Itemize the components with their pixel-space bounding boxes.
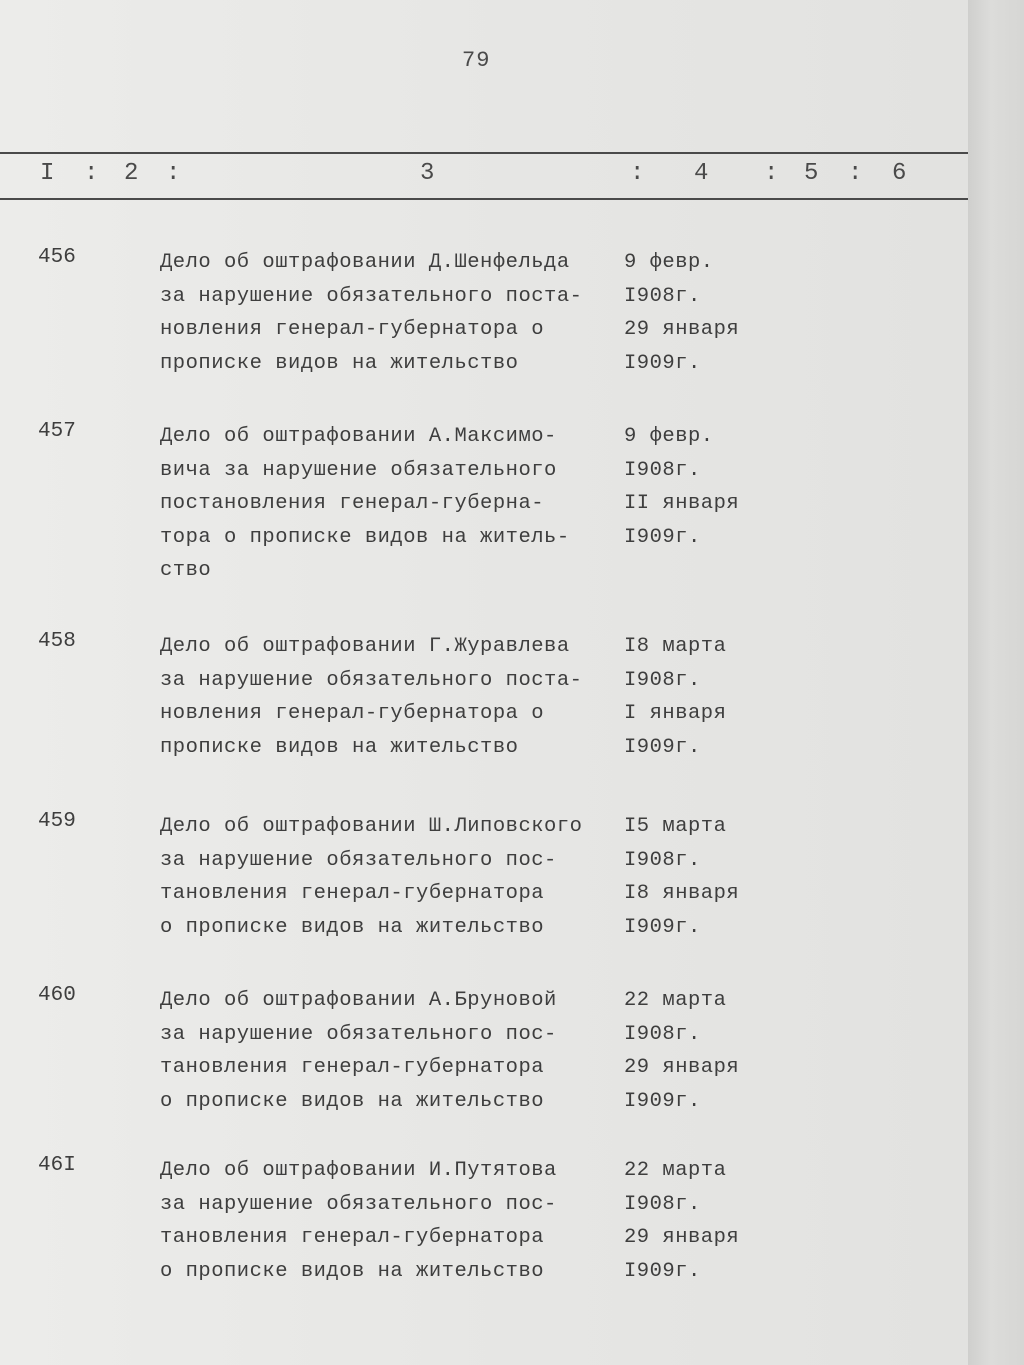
entry-number: 46I <box>38 1154 76 1177</box>
column-separator: : <box>764 160 779 187</box>
column-separator: : <box>166 160 181 187</box>
description-line: ство <box>160 559 212 582</box>
date-line: 9 февр. <box>624 251 714 274</box>
column-header-5: 5 <box>804 160 819 187</box>
date-line: I908г. <box>624 848 701 872</box>
entry-dates <box>624 984 784 1118</box>
description-line: Дело об оштрафовании Г.Журавлева <box>160 635 570 658</box>
description-line: новления генерал-губернатора о <box>160 318 545 341</box>
date-line: I8 марта <box>624 635 727 658</box>
description-line: Дело об оштрафовании Д.Шенфельда <box>160 251 570 274</box>
description-line: за нарушение обязательного поста- <box>160 668 583 692</box>
description-line: Дело об оштрафовании И.Путятова <box>160 1159 557 1182</box>
entry-number: 460 <box>38 984 76 1007</box>
entry-number: 458 <box>38 630 76 653</box>
entry-dates <box>624 1154 784 1288</box>
header-rule-top <box>0 152 968 154</box>
description-line: прописке видов на жительство <box>160 735 519 759</box>
description-line: за нарушение обязательного пос- <box>160 1192 557 1216</box>
date-line: 22 марта <box>624 989 727 1012</box>
date-line: I908г. <box>624 1022 701 1046</box>
date-line: 29 января <box>624 1056 740 1079</box>
description-line: вича за нарушение обязательного <box>160 458 557 482</box>
date-line: I909г. <box>624 1089 701 1113</box>
date-line: 9 февр. <box>624 425 714 448</box>
column-separator: : <box>848 160 863 187</box>
description-line: тановления генерал-губернатора <box>160 882 545 905</box>
date-line: I5 марта <box>624 815 727 838</box>
date-line: I января <box>624 702 727 725</box>
date-line: I8 января <box>624 882 740 905</box>
header-rule-bottom <box>0 198 968 200</box>
description-line: постановления генерал-губерна- <box>160 492 545 515</box>
description-line: о прописке видов на жительство <box>160 1089 545 1113</box>
entry-dates <box>624 246 784 380</box>
column-header-6: 6 <box>892 160 907 187</box>
column-separator: : <box>630 160 645 187</box>
date-line: 22 марта <box>624 1159 727 1182</box>
date-line: I908г. <box>624 284 701 308</box>
entry-number: 456 <box>38 246 76 269</box>
column-header-4: 4 <box>694 160 709 187</box>
date-line: I909г. <box>624 351 701 375</box>
entry-description <box>160 420 620 588</box>
date-line: I909г. <box>624 525 701 549</box>
entry-description <box>160 1154 620 1288</box>
entry-dates <box>624 630 784 764</box>
column-header-1: I <box>40 160 55 187</box>
entry-description <box>160 246 620 380</box>
description-line: Дело об оштрафовании А.Максимо- <box>160 425 557 448</box>
description-line: тановления генерал-губернатора <box>160 1226 545 1249</box>
entry-number: 459 <box>38 810 76 833</box>
entry-dates <box>624 420 784 554</box>
entry-description <box>160 630 620 764</box>
description-line: Дело об оштрафовании Ш.Липовского <box>160 815 583 838</box>
entry-dates <box>624 810 784 944</box>
date-line: I909г. <box>624 1259 701 1283</box>
description-line: Дело об оштрафовании А.Бруновой <box>160 989 557 1012</box>
page-edge <box>968 0 1024 1365</box>
description-line: за нарушение обязательного пос- <box>160 848 557 872</box>
description-line: за нарушение обязательного пос- <box>160 1022 557 1046</box>
date-line: 29 января <box>624 1226 740 1249</box>
entry-description <box>160 984 620 1118</box>
entry-number: 457 <box>38 420 76 443</box>
column-header-2: 2 <box>124 160 139 187</box>
date-line: I908г. <box>624 458 701 482</box>
description-line: за нарушение обязательного поста- <box>160 284 583 308</box>
description-line: о прописке видов на жительство <box>160 915 545 939</box>
date-line: I909г. <box>624 735 701 759</box>
column-header-3: 3 <box>420 160 435 187</box>
date-line: 29 января <box>624 318 740 341</box>
description-line: о прописке видов на жительство <box>160 1259 545 1283</box>
column-separator: : <box>84 160 99 187</box>
date-line: I909г. <box>624 915 701 939</box>
date-line: I908г. <box>624 1192 701 1216</box>
description-line: прописке видов на жительство <box>160 351 519 375</box>
page-number: 79 <box>462 48 491 73</box>
description-line: тановления генерал-губернатора <box>160 1056 545 1079</box>
date-line: I908г. <box>624 668 701 692</box>
description-line: новления генерал-губернатора о <box>160 702 545 725</box>
date-line: II января <box>624 492 740 515</box>
entry-description <box>160 810 620 944</box>
description-line: тора о прописке видов на житель- <box>160 525 570 549</box>
